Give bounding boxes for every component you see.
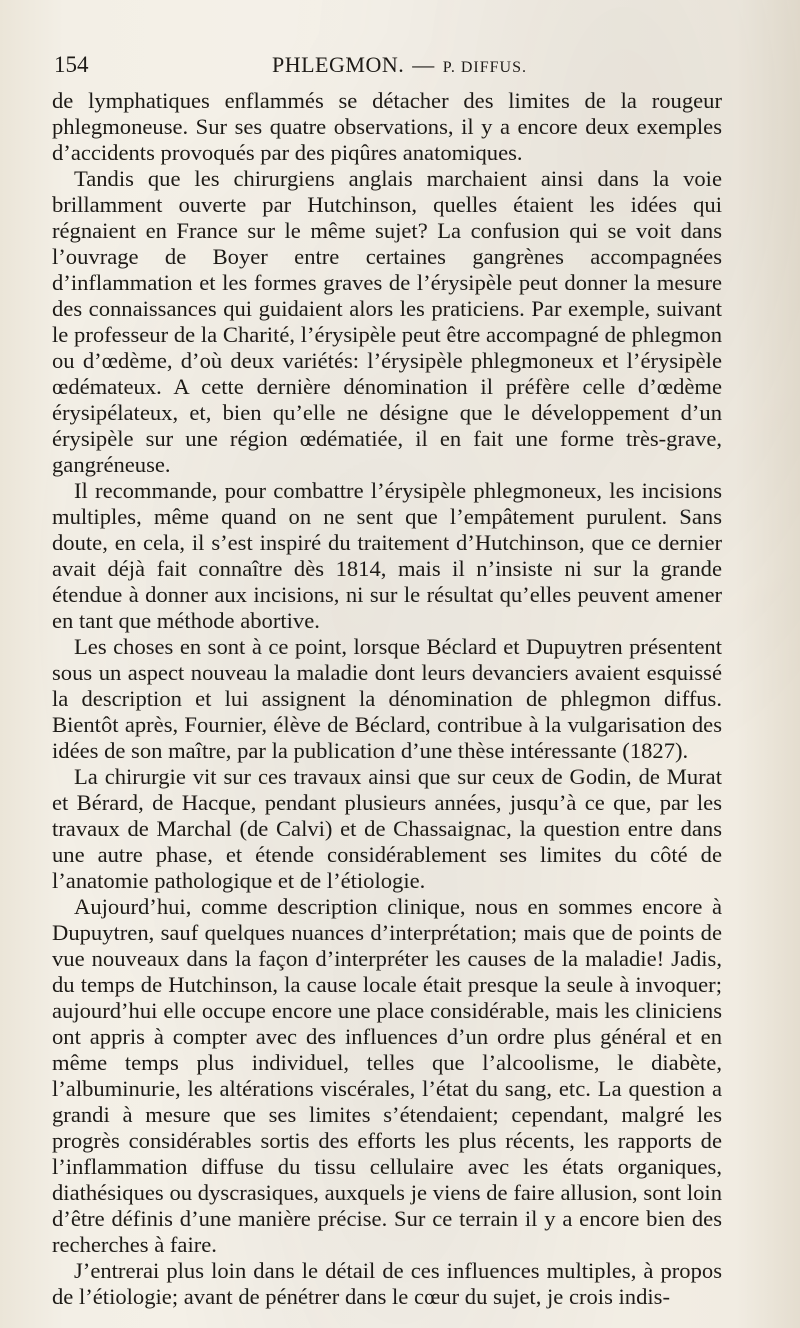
title-separator: —: [412, 52, 435, 77]
paragraph: Les choses en sont à ce point, lorsque Béclard et Dupuytren présentent sous un aspect nouveau la maladie dont leurs devanciers avaient esquissé la description et lui assignent la dénomination de phlegmon diffus. Bientôt après, Fournier, élève de Béclard, contribue à la vulgarisation des idées de son maître, par la publication d’une thèse intéressante (1827).: [52, 634, 722, 763]
paragraph: La chirurgie vit sur ces travaux ainsi que sur ceux de Godin, de Murat et Bérard, de Hacque, pendant plusieurs années, jusqu’à ce que, par les travaux de Marchal (de Calvi) et de Chassaignac, la question entre dans une autre phase, et étende considérablement ses limites du côté de l’anatomie pathologique et de l’étiologie.: [52, 764, 722, 893]
paragraph: Aujourd’hui, comme description clinique, nous en sommes encore à Dupuytren, sauf quelques nuances d’interprétation; mais que de points de vue nouveaux dans la façon d’interpréter les causes de la maladie! Jadis, du temps de Hutchinson, la cause locale était presque la seule à invoquer; aujourd’hui elle occupe encore une place considérable, mais les cliniciens ont appris à compter avec des influences d’un ordre plus général et en même temps plus individuel, telles que l’alcoolisme, le diabète, l’albuminurie, les altérations viscérales, l’état du sang, etc. La question a grandi à mesure que ses limites s’étendaient; cependant, malgré les progrès considérables sortis des efforts les plus récents, les rapports de l’inflammation diffuse du tissu cellulaire avec les états organiques, diathésiques ou dyscrasiques, auxquels je viens de faire allusion, sont loin d’être définis d’une manière précise. Sur ce terrain il y a encore bien des recherches à faire.: [52, 894, 722, 1257]
chapter-title: PHLEGMON.: [272, 52, 405, 77]
page-number: 154: [54, 52, 89, 77]
section-subtitle: P. DIFFUS.: [442, 59, 527, 76]
running-head: [52, 52, 752, 82]
paragraph: J’entrerai plus loin dans le détail de ces influences multiples, à propos de l’étiologie; avant de pénétrer dans le cœur du sujet, je crois indis-: [52, 1258, 722, 1309]
running-title: [272, 52, 527, 78]
paragraph: Il recommande, pour combattre l’érysipèle phlegmoneux, les incisions multiples, même quand on ne sent que l’empâtement purulent. Sans doute, en cela, il s’est inspiré du traitement d’Hutchinson, que ce dernier avait déjà fait connaître dès 1814, mais il n’insiste ni sur la grande étendue à donner aux incisions, ni sur le résultat qu’elles peuvent amener en tant que méthode abortive.: [52, 478, 722, 633]
paragraph: de lymphatiques enflammés se détacher des limites de la rougeur phlegmoneuse. Sur ses quatre observations, il y a encore deux exemples d’accidents provoqués par des piqûres anatomiques.: [52, 88, 722, 165]
body-text: [52, 88, 722, 1310]
paragraph: Tandis que les chirurgiens anglais marchaient ainsi dans la voie brillamment ouverte par Hutchinson, quelles étaient les idées qui régnaient en France sur le même sujet? La confusion qui se voit dans l’ouvrage de Boyer entre certaines gangrènes accompagnées d’inflammation et les formes graves de l’érysipèle peut donner la mesure des connaissances qui guidaient alors les praticiens. Par exemple, suivant le professeur de la Charité, l’érysipèle peut être accompagné de phlegmon ou d’œdème, d’où deux variétés: l’érysipèle phlegmoneux et l’érysipèle œdémateux. A cette dernière dénomination il préfère celle d’œdème érysipélateux, et, bien qu’elle ne désigne que le développement d’un érysipèle sur une région œdématiée, il en fait une forme très-grave, gangréneuse.: [52, 166, 722, 477]
